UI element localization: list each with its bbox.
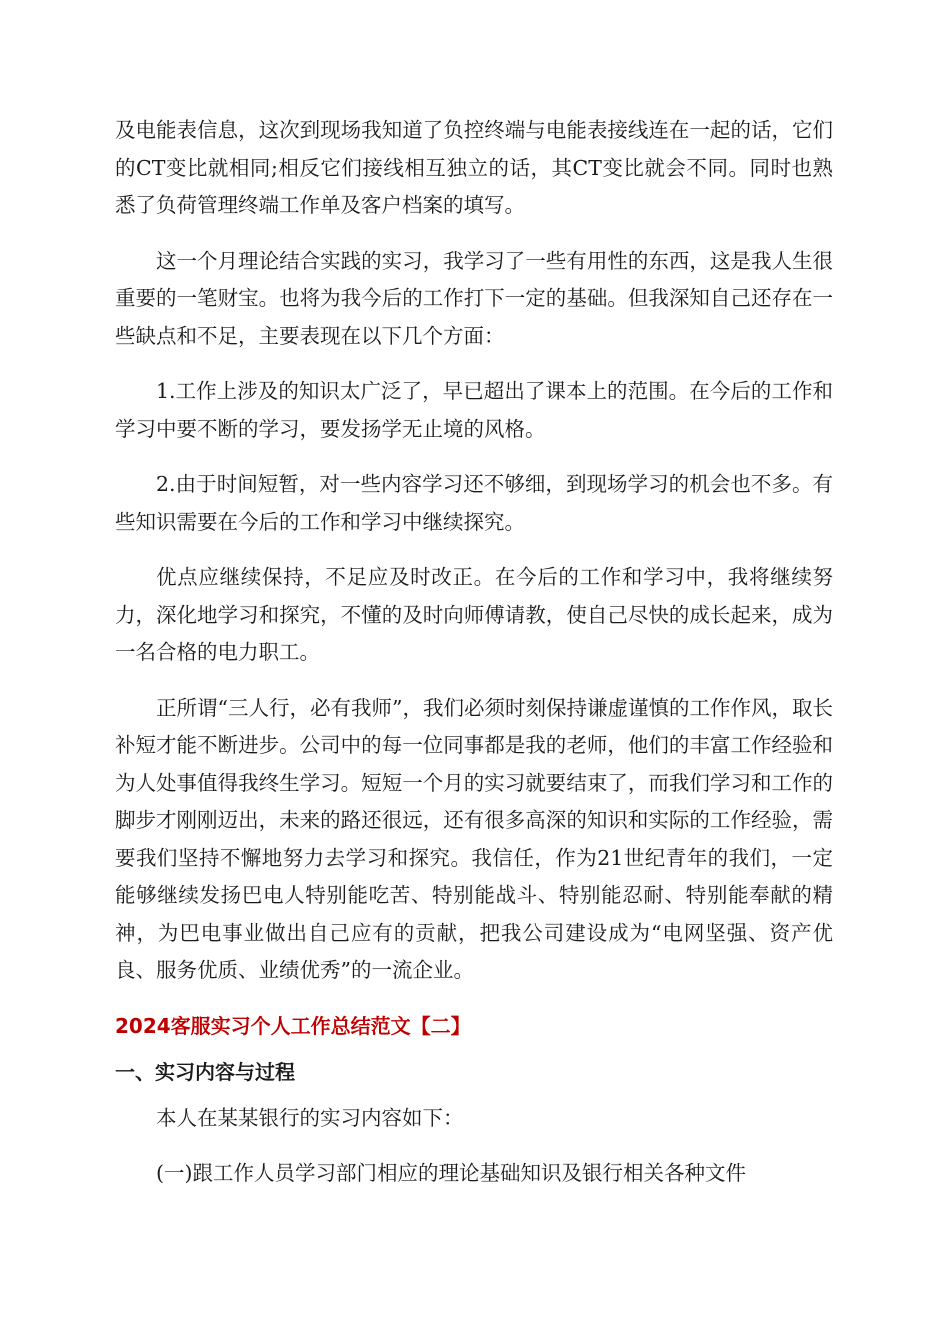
paragraph-shortcoming-1: 1.工作上涉及的知识太广泛了，早已超出了课本上的范围。在今后的工作和学习中要不断的学习，要发扬学无止境的风格。 <box>115 379 833 441</box>
paragraph-internship-reflection: 这一个月理论结合实践的实习，我学习了一些有用性的东西，这是我人生很重要的一笔财宝。也将为我今后的工作打下一定的基础。但我深知自己还存在一些缺点和不足，主要表现在以下几个方面： <box>115 248 833 348</box>
paragraph-bank-item-1: (一)跟工作人员学习部门相应的理论基础知识及银行相关各种文件 <box>156 1161 746 1185</box>
subsection-title: 一、实习内容与过程 <box>115 1059 295 1084</box>
section-title: 2024客服实习个人工作总结范文【二】 <box>115 1013 471 1038</box>
document-page <box>115 112 833 1211</box>
paragraph-shortcoming-2: 2.由于时间短暂，对一些内容学习还不够细，到现场学习的机会也不多。有些知识需要在今后的工作和学习中继续探究。 <box>115 472 833 534</box>
paragraph-conclusion: 正所谓“三人行，必有我师”，我们必须时刻保持谦虚谨慎的工作作风，取长补短才能不断进步。公司中的每一位同事都是我的老师，他们的丰富工作经验和为人处事值得我终生学习。短短一个月的实习就要结束了，而我们学习和工作的脚步才刚刚迈出，未来的路还很远，还有很多高深的知识和实际的工作经验，需要我们坚持不懈地努力去学习和探究。我信任，作为21世纪青年的我们，一定能够继续发扬巴电人特别能吃苦、特别能战斗、特别能忍耐、特别能奉献的精神，为巴电事业做出自己应有的贡献，把我公司建设成为“电网坚强、资产优良、服务优质、业绩优秀”的一流企业。 <box>115 695 833 982</box>
paragraph-meter-info: 及电能表信息，这次到现场我知道了负控终端与电能表接线连在一起的话，它们的CT变比就相同;相反它们接线相互独立的话，其CT变比就会不同。同时也熟悉了负荷管理终端工作单及客户档案的填写。 <box>115 118 833 217</box>
paragraph-keep-strengths: 优点应继续保持，不足应及时改正。在今后的工作和学习中，我将继续努力，深化地学习和探究，不懂的及时向师傅请教，使自己尽快的成长起来，成为一名合格的电力职工。 <box>115 565 833 664</box>
paragraph-bank-intro: 本人在某某银行的实习内容如下： <box>156 1105 464 1130</box>
